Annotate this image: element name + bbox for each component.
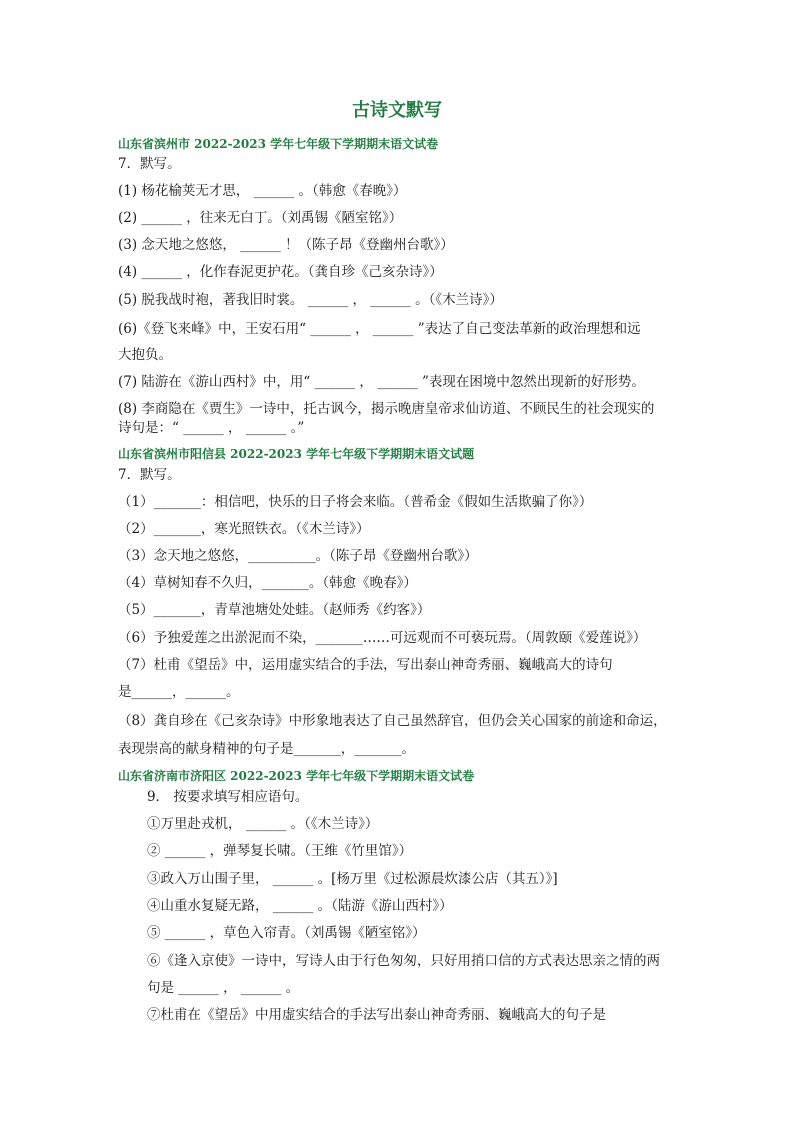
question-line: （3）念天地之悠悠，__________。（陈子昂《登幽州台歌》） xyxy=(118,548,478,564)
question-line: ⑤ ______ ，草色入帘青。（刘禹锡《陋室铭》） xyxy=(147,925,426,941)
question-line: 大抱负。 xyxy=(118,347,172,363)
question-line: ①万里赴戎机， ______ 。（《木兰诗》） xyxy=(147,816,379,832)
question-line: （2）_______，寒光照铁衣。（《木兰诗》） xyxy=(118,521,370,537)
question-line: ⑦杜甫在《望岳》中用虚实结合的手法写出泰山神奇秀丽、巍峨高大的句子是 xyxy=(147,1007,606,1023)
question-stem: 9． 按要求填写相应语句。 xyxy=(147,789,309,805)
section-source: 山东省济南市济阳区 2022-2023 学年七年级下学期期末语文试卷 xyxy=(118,769,475,783)
question-line: 诗句是：“ ______ ， ______ 。” xyxy=(118,420,305,436)
question-line: (6)《登飞来峰》中，王安石用“ ______ ， ______ ”表达了自己变法革新的政治理想和远 xyxy=(118,321,641,337)
section-source: 山东省滨州市阳信县 2022-2023 学年七年级下学期期末语文试题 xyxy=(118,447,475,461)
question-line: (4) ______ ，化作春泥更护花。（龚自珍《己亥杂诗》） xyxy=(118,264,443,280)
question-line: (8) 李商隐在《贾生》一诗中，托古讽今，揭示晚唐皇帝求仙访道、不顾民生的社会现实的 xyxy=(118,401,655,417)
question-line: (2) ______ ，往来无白丁。（刘禹锡《陋室铭》） xyxy=(118,210,403,226)
question-line: （8）龚自珍在《己亥杂诗》中形象地表达了自己虽然辞官，但仍会关心国家的前途和命运， xyxy=(118,713,667,729)
question-line: （4）草树知春不久归，_______。（韩愈《晚春》） xyxy=(118,575,417,591)
question-line: （7）杜甫《望岳》中，运用虚实结合的手法，写出泰山神奇秀丽、巍峨高大的诗句 xyxy=(118,657,613,673)
question-stem: 7．默写。 xyxy=(118,467,181,483)
question-line: ② ______ ，弹琴复长啸。（王维《竹里馆》） xyxy=(147,843,413,859)
question-line: （5）_______，青草池塘处处蛙。（赵师秀《约客》） xyxy=(118,602,431,618)
question-line: (3) 念天地之悠悠， ______ ！（陈子昂《登幽州台歌》） xyxy=(118,237,454,253)
question-stem: 7．默写。 xyxy=(118,156,181,172)
section-source: 山东省滨州市 2022-2023 学年七年级下学期期末语文试卷 xyxy=(118,137,439,151)
question-line: (5) 脱我战时袍，著我旧时裳。 ______ ， ______ 。（《木兰诗》） xyxy=(118,292,503,308)
question-line: ④山重水复疑无路， ______ 。（陆游《游山西村》） xyxy=(147,898,453,914)
question-line: 是______，______。 xyxy=(118,684,240,700)
question-line: （1）_______：相信吧，快乐的日子将会来临。（普希金《假如生活欺骗了你》） xyxy=(118,494,593,510)
question-line: ⑥《逢入京使》一诗中，写诗人由于行色匆匆，只好用捎口信的方式表达思亲之情的两 xyxy=(147,953,660,969)
question-line: 句是 ______ ， ______ 。 xyxy=(147,980,300,996)
question-line: (1) 杨花榆荚无才思， ______ 。（韩愈《春晚》） xyxy=(118,183,407,199)
question-line: （6）予独爱莲之出淤泥而不染，_______……可远观而不可亵玩焉。（周敦颐《爱莲说》） xyxy=(118,630,647,646)
question-line: ③政入万山围子里， ______ 。[杨万里《过松源晨炊漆公店（其五）》] xyxy=(147,871,558,887)
question-line: (7) 陆游在《游山西村》中，用“ ______ ， ______ ”表现在困境中忽然出现新的好形势。 xyxy=(118,374,645,390)
question-line: 表现崇高的献身精神的句子是_______，_______。 xyxy=(118,741,415,757)
page-title: 古诗文默写 xyxy=(352,100,442,121)
